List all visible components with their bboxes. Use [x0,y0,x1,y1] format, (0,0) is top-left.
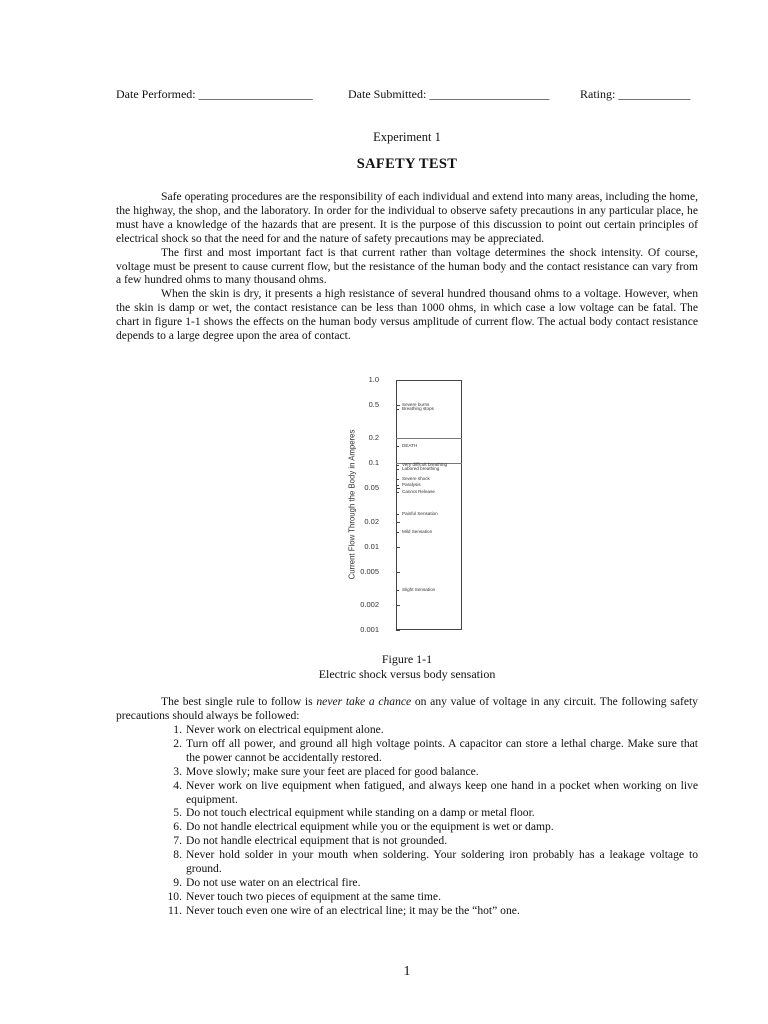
precaution-number: 3. [173,764,182,778]
chart-y-tick-label: 0.1 [368,458,379,468]
chart-y-tick-mark [396,522,400,523]
precaution-text: Do not handle electrical equipment that is not grounded. [186,834,448,848]
chart-annotation-mark [396,405,399,406]
precaution-number: 11. [167,903,182,917]
chart-y-tick-mark [396,547,400,548]
intro-paragraph: Safe operating procedures are the responsibility of each individual and extend into many areas, including the home, the highway, the shop, and the laboratory. In order for the individual to observe safety precautions in any particular place, he must have a knowledge of the hazards that are present. It is the purpose of this discussion to point out certain principles of electrical shock so that the need for and the nature of safety precautions may be appreciated. [116,190,698,245]
chart-annotation-mark [396,469,399,470]
chart-y-tick-label: 0.001 [360,625,379,634]
figure-caption: Electric shock versus body sensation [318,667,496,681]
precaution-number: 2. [173,736,182,750]
precaution-item [116,723,698,737]
precaution-text: Never hold solder in your mouth when soldering. Your soldering iron probably has a leakage voltage to ground. [186,848,698,876]
chart-y-tick-label: 0.2 [368,433,379,443]
precaution-number: 7. [173,834,182,848]
precaution-item [116,737,698,765]
rule-text-after: on any value of voltage in any circuit. The following safety precautions should always be followed: [116,695,698,722]
precaution-item [116,834,698,848]
chart-annotation-mark [396,485,399,486]
precaution-text: Turn off all power, and ground all high voltage points. A capacitor can store a lethal charge. Make sure that the power cannot be accidentally restored. [186,736,698,764]
precaution-text: Move slowly; make sure your feet are placed for good balance. [186,764,479,778]
chart-y-tick-label: 0.002 [360,599,379,609]
chart-annotation: Slight Sensation [402,587,436,593]
chart-annotation-mark [396,590,399,591]
chart-annotation: Very difficult breathing [402,462,448,468]
intro-section [116,190,698,343]
precaution-number: 10. [167,889,182,903]
page-number: 1 [403,964,411,979]
precaution-text: Do not use water on an electrical fire. [186,875,361,889]
chart-annotation-mark [396,409,399,410]
precaution-item [116,806,698,820]
chart-y-tick-label: 1.0 [368,375,379,384]
chart-frame [396,380,462,630]
precautions-list [116,723,698,918]
precaution-number: 4. [173,778,182,792]
precaution-number: 5. [173,806,182,820]
intro-paragraph: When the skin is dry, it presents a high resistance of several hundred thousand ohms to a voltage. However, when the skin is damp or wet, the contact resistance can be less than 1000 ohms, in which case a low voltage can be fatal. The chart in figure 1-1 shows the effects on the human body versus amplitude of current flow. The actual body contact resistance depends to a large degree upon the area of contact. [116,287,698,343]
chart-y-tick-mark [396,605,400,606]
precaution-text: Do not touch electrical equipment while standing on a damp or metal floor. [186,806,535,820]
shock-chart [340,370,480,642]
precaution-item [116,848,698,876]
chart-y-tick-label: 0.01 [364,541,379,551]
chart-annotation: Paralysis [402,481,421,487]
precaution-text: Never work on electrical equipment alone. [186,723,384,736]
chart-annotation-mark [396,492,399,493]
chart-annotation-mark [396,479,399,480]
precaution-text: Never touch even one wire of an electrical line; it may be the “hot” one. [186,903,520,917]
chart-annotation: Painful Sensation [402,510,438,516]
chart-annotation-mark [396,446,399,447]
precaution-item [116,820,698,834]
page-title: SAFETY TEST [356,156,458,172]
date-submitted-field: Date Submitted: ____________________ [348,87,550,101]
figure-label: Figure 1-1 [381,652,433,666]
rule-text-before: The best single rule to follow is [161,695,317,708]
chart-y-tick-mark [396,380,400,381]
chart-annotation: Breathing stops [402,405,434,411]
chart-annotation: DEATH [402,443,418,449]
chart-y-tick-label: 0.5 [368,400,379,410]
precaution-number: 1. [173,723,182,736]
rule-paragraph [116,695,698,723]
precaution-number: 9. [173,875,182,889]
chart-y-tick-mark [396,488,400,489]
precaution-item [116,890,698,904]
chart-y-tick-mark [396,572,400,573]
chart-y-tick-mark [396,630,400,631]
chart-band-divider [396,438,462,439]
chart-y-axis-label: Current Flow Through the Body in Amperes [347,429,357,580]
chart-annotation: Cannot Release [402,489,435,495]
date-performed-field: Date Performed: ___________________ [116,87,313,101]
precaution-text: Do not handle electrical equipment while you or the equipment is wet or damp. [186,820,554,834]
chart-annotation: Severe burns [402,402,430,408]
intro-paragraph: The first and most important fact is that current rather than voltage determines the shock intensity. Of course, voltage must be present to cause current flow, but the resistance of the human body and the contact resistance can vary from a few hundred ohms to many thousand ohms. [116,245,698,287]
chart-annotation-mark [396,465,399,466]
rule-emphasis: never take a chance [316,695,412,708]
precaution-number: 6. [173,820,182,834]
chart-y-tick-label: 0.02 [364,516,379,526]
precaution-item [116,779,698,807]
precaution-item [116,876,698,890]
precaution-item [116,765,698,779]
chart-annotation-mark [396,532,399,533]
chart-y-tick-label: 0.005 [360,566,379,576]
experiment-label: Experiment 1 [373,130,441,144]
chart-annotation-mark [396,514,399,515]
chart-annotation: Severe shock [402,475,430,481]
precaution-item [116,904,698,918]
chart-annotation: Mild Sensation [402,528,433,534]
chart-y-tick-label: 0.05 [364,483,379,493]
rating-field: Rating: ____________ [580,87,691,101]
chart-annotation: Labored breathing [402,466,440,472]
precaution-text: Never work on live equipment when fatigued, and always keep one hand in a pocket when working on live equipment. [186,778,698,806]
precaution-text: Never touch two pieces of equipment at the same time. [186,889,441,903]
precaution-number: 8. [173,848,182,862]
